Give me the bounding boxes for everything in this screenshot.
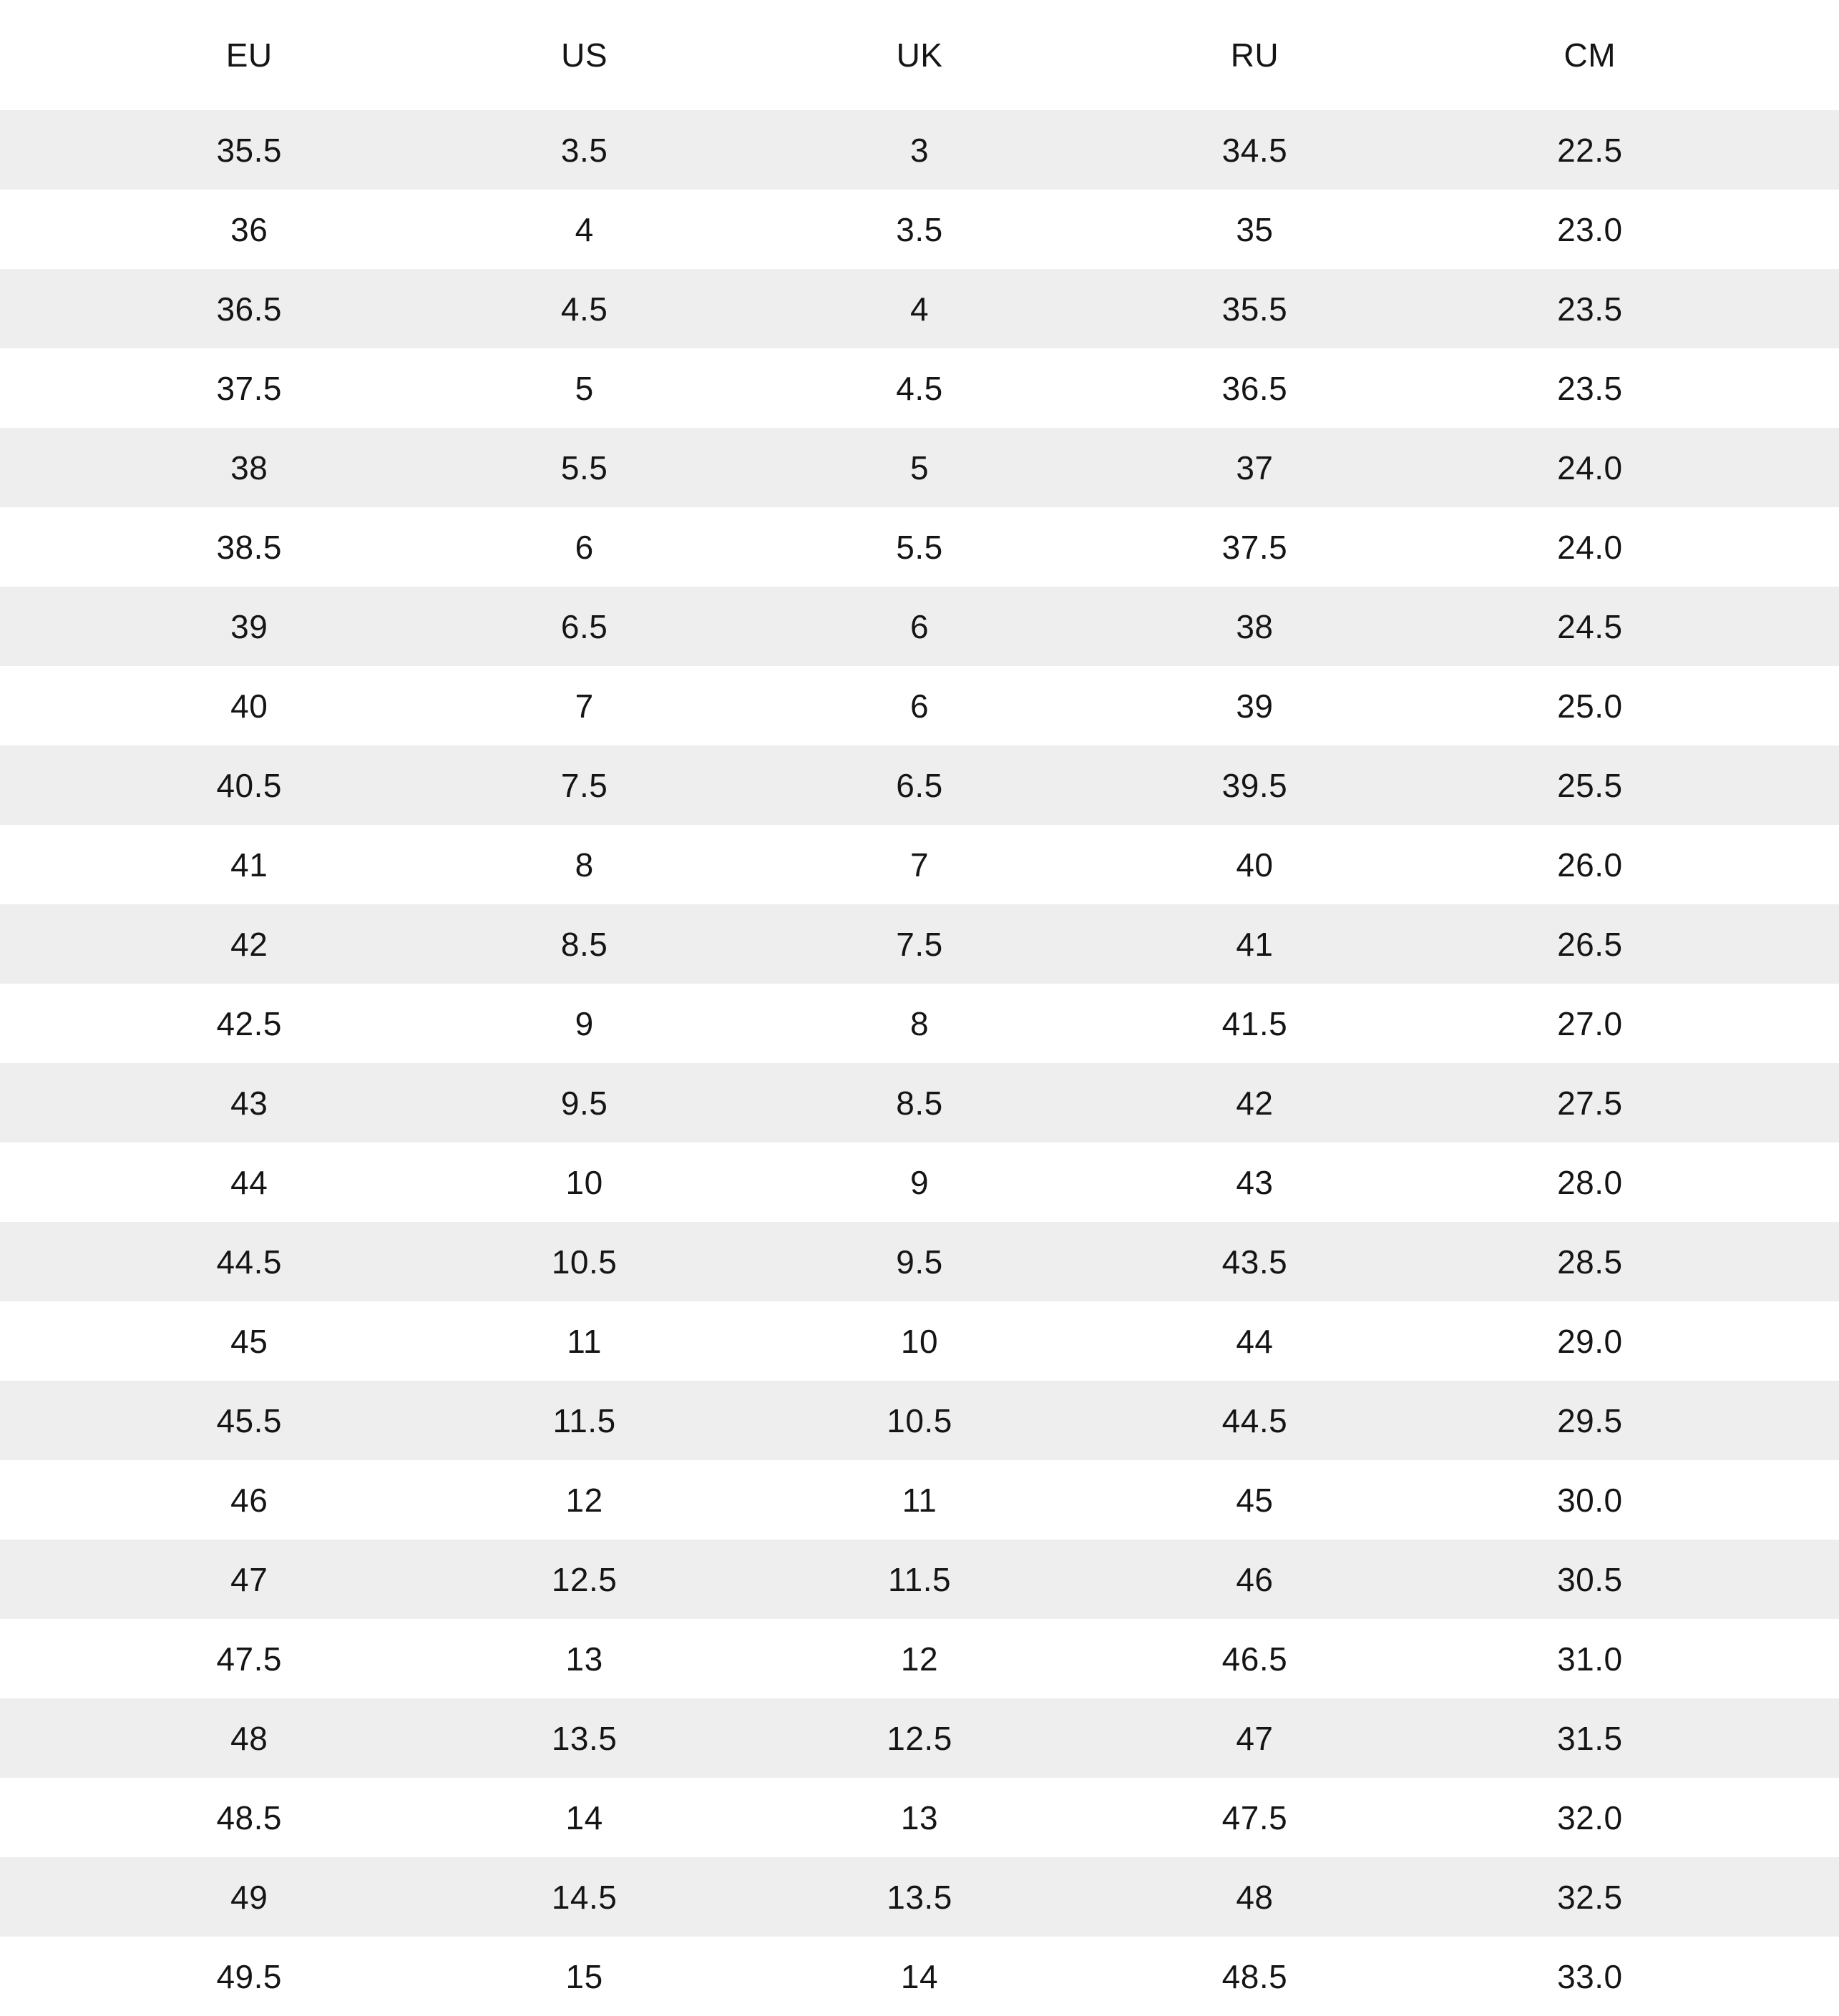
table-row: [0, 1222, 1839, 1301]
size-cell: 7: [909, 846, 930, 884]
size-cell: 44: [230, 1163, 268, 1201]
size-cell: 40: [1236, 846, 1274, 884]
size-cell: 41: [230, 846, 268, 884]
size-cell: 36.5: [216, 290, 282, 328]
size-cell: 4: [575, 210, 594, 248]
table-header-row: [0, 0, 1839, 110]
size-cell: 46: [230, 1481, 268, 1519]
size-cell: 40.5: [216, 766, 282, 804]
size-cell: 13: [900, 1799, 939, 1836]
table-row: [0, 190, 1839, 269]
size-cell: 23.0: [1557, 210, 1623, 248]
size-cell: 5: [575, 369, 594, 407]
size-cell: 44.5: [1221, 1401, 1288, 1439]
size-cell: 3: [909, 131, 930, 169]
table-row: [0, 904, 1839, 984]
table-row: [0, 110, 1839, 190]
size-cell: 9.5: [560, 1084, 608, 1122]
size-cell: 39: [230, 607, 268, 645]
size-cell: 37.5: [1221, 528, 1288, 566]
size-cell: 10.5: [887, 1401, 952, 1439]
size-cell: 34.5: [1221, 131, 1288, 169]
size-cell: 3.5: [896, 210, 943, 248]
size-cell: 37: [1236, 449, 1274, 486]
size-cell: 11: [567, 1322, 602, 1360]
size-cell: 32.5: [1557, 1878, 1623, 1916]
size-cell: 27.5: [1557, 1084, 1623, 1122]
size-cell: 4: [909, 290, 930, 328]
table-row: [0, 1698, 1839, 1778]
size-cell: 30.5: [1557, 1560, 1623, 1598]
size-cell: 6: [909, 687, 930, 725]
size-cell: 14: [565, 1799, 603, 1836]
size-cell: 11: [902, 1481, 937, 1519]
size-cell: 39: [1236, 687, 1274, 725]
size-cell: 47: [1236, 1719, 1274, 1757]
size-cell: 7.5: [560, 766, 608, 804]
size-cell: 13.5: [551, 1719, 618, 1757]
size-cell: 15: [565, 1957, 603, 1995]
size-cell: 36.5: [1221, 369, 1288, 407]
size-cell: 6: [909, 607, 930, 645]
size-cell: 38: [1236, 607, 1274, 645]
size-cell: 13: [565, 1640, 603, 1678]
size-cell: 27.0: [1557, 1004, 1623, 1042]
table-row: [0, 1301, 1839, 1381]
size-cell: 33.0: [1557, 1957, 1623, 1995]
table-row: [0, 745, 1839, 825]
table-row: [0, 1142, 1839, 1222]
size-cell: 8.5: [560, 925, 608, 963]
size-cell: 35.5: [216, 131, 282, 169]
size-cell: 12.5: [887, 1719, 952, 1757]
size-cell: 28.5: [1557, 1243, 1623, 1281]
column-header-ru: RU: [1230, 36, 1279, 74]
size-cell: 24.0: [1557, 528, 1623, 566]
size-cell: 7.5: [896, 925, 943, 963]
size-cell: 44: [1236, 1322, 1274, 1360]
size-cell: 24.5: [1557, 607, 1623, 645]
size-cell: 45.5: [216, 1401, 282, 1439]
size-cell: 46: [1236, 1560, 1274, 1598]
size-cell: 44.5: [216, 1243, 282, 1281]
column-header-uk: UK: [896, 36, 943, 74]
size-cell: 31.0: [1557, 1640, 1623, 1678]
size-cell: 45: [230, 1322, 268, 1360]
size-cell: 48: [230, 1719, 268, 1757]
size-cell: 47.5: [1221, 1799, 1288, 1836]
size-cell: 3.5: [560, 131, 608, 169]
size-cell: 28.0: [1557, 1163, 1623, 1201]
size-cell: 10: [900, 1322, 939, 1360]
size-cell: 12.5: [551, 1560, 618, 1598]
size-cell: 5.5: [560, 449, 608, 486]
size-cell: 23.5: [1557, 369, 1623, 407]
size-cell: 5: [909, 449, 930, 486]
size-cell: 9: [575, 1004, 594, 1042]
size-cell: 43.5: [1221, 1243, 1288, 1281]
size-cell: 26.0: [1557, 846, 1623, 884]
size-cell: 41.5: [1221, 1004, 1288, 1042]
size-cell: 46.5: [1221, 1640, 1288, 1678]
size-cell: 11.5: [887, 1560, 952, 1598]
size-cell: 4.5: [896, 369, 943, 407]
size-cell: 47.5: [216, 1640, 282, 1678]
size-cell: 29.0: [1557, 1322, 1623, 1360]
size-cell: 42: [1236, 1084, 1274, 1122]
size-cell: 42: [230, 925, 268, 963]
table-row: [0, 825, 1839, 904]
size-cell: 14: [900, 1957, 939, 1995]
size-cell: 25.0: [1557, 687, 1623, 725]
table-row: [0, 1937, 1839, 2016]
size-cell: 5.5: [896, 528, 943, 566]
size-cell: 6.5: [560, 607, 608, 645]
column-header-us: US: [561, 36, 608, 74]
size-cell: 23.5: [1557, 290, 1623, 328]
size-cell: 49.5: [216, 1957, 282, 1995]
table-row: [0, 1540, 1839, 1619]
table-row: [0, 269, 1839, 348]
size-cell: 9: [909, 1163, 930, 1201]
size-cell: 47: [230, 1560, 268, 1598]
size-cell: 12: [900, 1640, 939, 1678]
size-cell: 35: [1236, 210, 1274, 248]
size-cell: 4.5: [560, 290, 608, 328]
table-row: [0, 984, 1839, 1063]
size-cell: 22.5: [1557, 131, 1623, 169]
table-row: [0, 1381, 1839, 1460]
size-cell: 8: [909, 1004, 930, 1042]
size-cell: 11.5: [552, 1401, 616, 1439]
size-cell: 42.5: [216, 1004, 282, 1042]
size-cell: 38: [230, 449, 268, 486]
size-cell: 40: [230, 687, 268, 725]
size-cell: 24.0: [1557, 449, 1623, 486]
table-row: [0, 587, 1839, 666]
size-cell: 12: [565, 1481, 603, 1519]
table-row: [0, 507, 1839, 587]
table-row: [0, 1778, 1839, 1857]
size-cell: 41: [1236, 925, 1274, 963]
size-cell: 10.5: [551, 1243, 618, 1281]
size-cell: 37.5: [216, 369, 282, 407]
size-cell: 49: [230, 1878, 268, 1916]
size-cell: 10: [565, 1163, 603, 1201]
size-cell: 8: [575, 846, 594, 884]
size-cell: 29.5: [1557, 1401, 1623, 1439]
size-cell: 8.5: [896, 1084, 943, 1122]
size-cell: 38.5: [216, 528, 282, 566]
size-cell: 31.5: [1557, 1719, 1623, 1757]
size-cell: 25.5: [1557, 766, 1623, 804]
size-cell: 48.5: [1221, 1957, 1288, 1995]
size-cell: 39.5: [1221, 766, 1288, 804]
size-cell: 36: [230, 210, 268, 248]
table-row: [0, 666, 1839, 745]
table-row: [0, 1460, 1839, 1540]
table-row: [0, 1063, 1839, 1142]
size-cell: 43: [230, 1084, 268, 1122]
column-header-eu: EU: [225, 36, 273, 74]
size-cell: 30.0: [1557, 1481, 1623, 1519]
table-row: [0, 348, 1839, 428]
size-cell: 6: [575, 528, 594, 566]
size-cell: 26.5: [1557, 925, 1623, 963]
size-cell: 48: [1236, 1878, 1274, 1916]
column-header-cm: CM: [1564, 36, 1616, 74]
table-row: [0, 428, 1839, 507]
size-cell: 43: [1236, 1163, 1274, 1201]
size-cell: 32.0: [1557, 1799, 1623, 1836]
size-cell: 45: [1236, 1481, 1274, 1519]
size-cell: 9.5: [896, 1243, 943, 1281]
table-row: [0, 1619, 1839, 1698]
size-cell: 6.5: [896, 766, 943, 804]
table-row: [0, 1857, 1839, 1937]
size-cell: 48.5: [216, 1799, 282, 1836]
size-cell: 13.5: [887, 1878, 952, 1916]
size-cell: 14.5: [551, 1878, 618, 1916]
size-cell: 7: [575, 687, 594, 725]
size-cell: 35.5: [1221, 290, 1288, 328]
